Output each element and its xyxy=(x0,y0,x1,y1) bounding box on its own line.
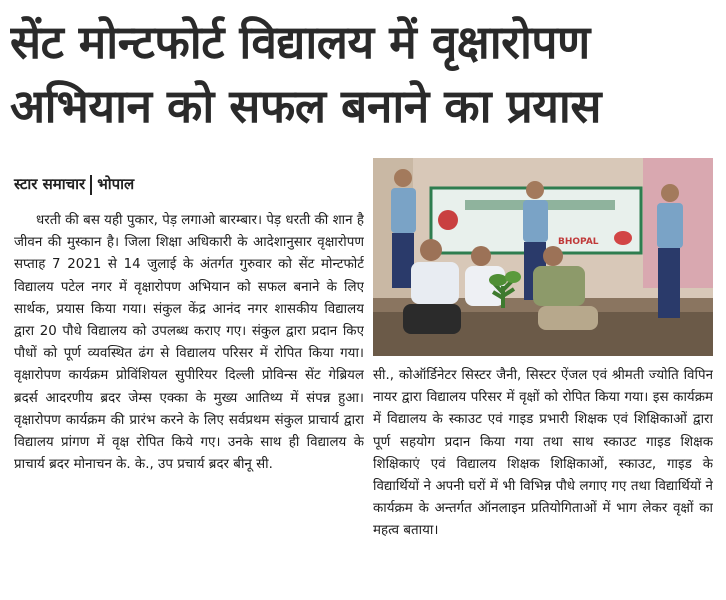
photo-scout-mid-head xyxy=(526,181,544,199)
photo-sapling-leaves xyxy=(489,274,507,286)
photo-scout-left-shirt xyxy=(391,188,416,233)
photo-banner-text: BHOPAL xyxy=(558,237,599,247)
photo-banner-emblem-2 xyxy=(614,231,632,245)
photo-scout-mid-shirt xyxy=(523,200,548,242)
headline xyxy=(10,10,716,138)
headline-line-1: सेंट मोन्टफोर्ट विद्यालय में वृक्षारोपण xyxy=(10,15,590,69)
photo-scout-right-shirt xyxy=(657,203,683,248)
photo-scout-left-pants xyxy=(392,233,414,288)
photo-man1-shirt xyxy=(411,262,459,304)
article-text-col1: धरती की बस यही पुकार, पेड़ लगाओ बारम्बार। पेड़ धरती की शान है जीवन की मुस्कान है। जिला शिक्षा अधिकारी के आदेशानुसार वृक्षारोपण सप्ताह 7 2021 से 14 जुलाई के अंतर्गत गुरुवार को सेंट मोन्टफोर्ट विद्यालय पटेल नगर में वृक्षारोपण अभियान को सफल बनाने के लिए सार्थक, प्रयास किया गया। संकुल केंद्र आनंद नगर शासकीय विद्यालय द्वारा 20 पौधे विद्यालय को उपलब्ध कराए गए। संकुल द्वारा प्रदान किए पौधों को पूर्ण व्यवस्थित ढंग से विद्यालय परिसर में रोपित किया गया। वृक्षारोपण कार्यक्रम प्रोविंशियल सुपीरियर दिल्ली प्रोविन्स सेंट गेब्रियल ब्रदर्स आदरणीय ब्रदर जेम्स एक्का के मुख्य आतिथ्य में संपन्न हुआ। वृक्षारोपण कार्यक्रम की प्रारंभ करने के लिए सर्वप्रथम संकुल प्राचार्य द्वारा विद्यालय प्रांगण में वृक्ष रोपित किये गए। उनके साथ ही विद्यालय के प्राचार्य ब्रदर मोनाचन के. के., उप प्रचार्य ब्रदर बीनू सी. xyxy=(14,213,364,473)
photo-scout-right-pants xyxy=(658,248,680,318)
article-text-col2: सी., कोऑर्डिनेटर सिस्टर जैनी, सिस्टर ऐंजल एवं श्रीमती ज्योति विपिन नायर द्वारा विद्यालय परिसर में वृक्षों को रोपित किया गया। इस कार्यक्रम में विद्यालय के स्काउट एवं गाइड प्रभारी शिक्षक एवं शिक्षिकाओं द्वारा पूर्ण सहयोग प्रदान किया गया तथा साथ स्काउट गाइड शिक्षक शिक्षिकाएं एवं विद्यालय शिक्षक शिक्षिकाओं, स्काउट, गाइड के विद्यार्थियों ने अपनी घरों में भी विभिन्न पौधे लगाए गए तथा विद्यार्थियों ने कार्यक्रम के अन्तर्गत ऑनलाइन प्रतियोगिताओं में भाग लेकर वृक्षों का महत्व बताया। xyxy=(373,368,713,539)
photo-man1-head xyxy=(420,239,442,261)
photo-banner-emblem xyxy=(438,210,458,230)
photo-man3-shirt xyxy=(533,266,585,306)
byline-separator xyxy=(90,175,92,195)
byline xyxy=(14,174,134,195)
byline-location: भोपाल xyxy=(97,175,135,193)
photo-man3-head xyxy=(543,246,563,266)
photo-man1-pants xyxy=(403,304,461,334)
photo-illustration xyxy=(373,158,713,356)
photo-man3-pants xyxy=(538,306,598,330)
news-photo xyxy=(373,158,713,356)
photo-sapling-leaves-2 xyxy=(505,271,521,283)
byline-source: स्टार समाचार xyxy=(14,175,86,193)
headline-line-2: अभियान को सफल बनाने का प्रयास xyxy=(10,79,601,133)
photo-man2-head xyxy=(471,246,491,266)
article-column-1 xyxy=(14,210,364,595)
article-column-2 xyxy=(373,365,713,595)
photo-scout-right-head xyxy=(661,184,679,202)
photo-scout-left-head xyxy=(394,169,412,187)
